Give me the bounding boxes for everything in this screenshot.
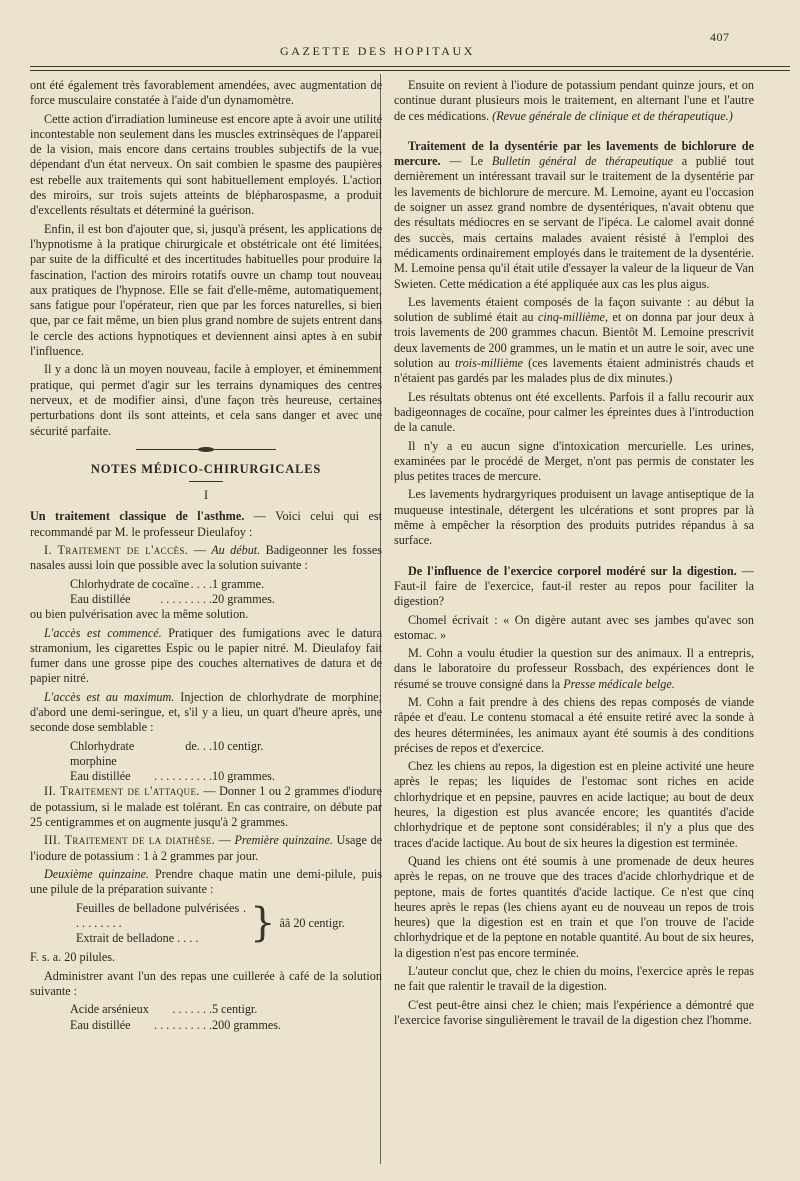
paragraph: I. Traitement de l'accès. — Au début. Badigeonner les fosses nasales aussi loin que possible avec la solution suivante : xyxy=(30,543,382,573)
prescription-line: Acide arsénieux . . . . . . . 5 centigr. xyxy=(70,1002,258,1017)
prescription-line: Chlorhydrate de morphine . . . 10 centigr. xyxy=(70,738,264,768)
prescription-brace xyxy=(30,901,382,947)
paragraph: Chomel écrivait : « On digère autant avec ses jambes qu'avec son estomac. » xyxy=(394,612,754,642)
section-rule xyxy=(189,481,223,482)
paragraph-text: Badigeonner les fosses nasales aussi loin que possible avec la solution suivante : xyxy=(30,543,382,573)
header-rule-thin xyxy=(30,70,790,71)
paragraph: Chez les chiens au repos, la digestion est en pleine activité une heure après le repas; les liquides de l'estomac sont riches en acide chlorhydrique et en pepsine, pauvres en acide lactique; au bout de deux heures, la digestion est plus avancée encore; les quantités d'acide chlorhydrique et de peptone sont considérables; il n'y a plus que des traces d'acide lactique. Au bout de six heures la digestion est terminée. xyxy=(394,759,754,850)
subsection-emphasis: Au début. xyxy=(211,543,261,558)
article-intro: Traitement de la dysentérie par les lavements de bichlorure de mercure. — Le Bulletin général de thérapeutique a publié tout dernièrement un intéressant travail sur le traitement de la dysentérie par les lavements de bichlorure de mercure. M. Lemoine, ayant eu l'occasion de soigner un assez grand nombre de dysentériques, n'avait obtenu que des résultats médiocres en se servant de l'ipéca. Le calomel avait donné des succès, mais certains malades avaient résisté à l'emploi des médicaments ordinairement employés dans le traitement de la dysentérie. M. Lemoine pensa qu'il était utile d'essayer la valeur de la liqueur de Van Swieten. Cette médication a été appliquée aux cas les plus aigus. xyxy=(394,138,754,291)
prescription-line: Eau distillée . . . . . . . . . . 10 grammes. xyxy=(70,769,275,784)
journal-title: GAZETTE DES HOPITAUX xyxy=(280,44,476,58)
page-number: 407 xyxy=(710,30,730,44)
paragraph: Deuxième quinzaine. Prendre chaque matin une demi-pilule, puis une pilule de la préparation suivante : xyxy=(30,866,382,897)
paragraph: L'accès est au maximum. Injection de chlorhydrate de morphine; d'abord une demi-seringue, et, s'il y a lieu, un quart d'heure après, une seconde dose semblable : xyxy=(30,689,382,735)
section-number: I xyxy=(203,488,209,503)
prescription-line: Chlorhydrate de cocaïne . . . . 1 gramme. xyxy=(70,576,265,591)
paragraph: M. Cohn a voulu étudier la question sur des animaux. Il a entrepris, dans le laboratoire du professeur Rossbach, des expériences dont le résumé se trouve consigné dans la Presse médicale belge. xyxy=(394,646,754,691)
section-title: NOTES MÉDICO-CHIRURGICALES xyxy=(90,461,322,476)
article-intro-text: — Voici celui qui est recommandé par M. le professeur Dieulafoy : xyxy=(30,509,382,539)
brace-quantity: ââ 20 centigr. xyxy=(279,915,345,930)
brace-glyph: } xyxy=(250,900,276,947)
subsection-label: I. Traitement de l'accès. xyxy=(44,543,189,558)
source-citation: (Revue générale de clinique et de thérapeutique.) xyxy=(492,108,733,123)
right-column xyxy=(394,78,754,1031)
article-intro: De l'influence de l'exercice corporel modéré sur la digestion. — Faut-il faire de l'exercice, faut-il rester au repos pour faciliter la digestion? xyxy=(394,563,754,609)
article-intro xyxy=(30,509,382,540)
paragraph: Il y a donc là un moyen nouveau, facile à employer, et éminemment pratique, qui permet d'agir sur les terrains dynamiques des centres nerveux, et de modifier ainsi, d'une façon très heureuse, certaines perturbations dont ils sont atteints, et cela sans danger et avec une sécurité parfaite. xyxy=(30,362,382,438)
header-rule xyxy=(30,66,790,67)
paragraph: II. Traitement de l'attaque. — Donner 1 ou 2 grammes d'iodure de potassium, si le malade est tolérant. En cas contraire, on débute par 25 centigrammes et on augmente jusqu'à 2 grammes. xyxy=(30,784,382,830)
paragraph: Il n'y a eu aucun signe d'intoxication mercurielle. Les urines, examinées par le procédé de Merget, n'ont pas permis de constater les plus petites traces de mercure. xyxy=(394,438,754,484)
paragraph: Les lavements étaient composés de la façon suivante : au début la solution de sublimé était au cinq-millième, et on donna par jour deux à trois lavements de 200 grammes chacun. Bientôt M. Lemoine prescrivit deux lavements de 200 grammes, un le matin et un autre le soir, avec une solution au trois-millième (ces lavements étaient administrés chauds et n'étaient pas gardés par les malades plus de dix minutes.) xyxy=(394,294,755,386)
brace-item: Extrait de belladone . . . . xyxy=(76,931,199,946)
brace-item: Feuilles de belladone pulvérisées . . . . . . . . . xyxy=(76,900,246,930)
article-heading: De l'influence de l'exercice corporel modéré sur la digestion. xyxy=(408,563,737,578)
paragraph: Enfin, il est bon d'ajouter que, si, jusqu'à présent, les applications de l'hypnotisme à la pratique chirurgicale et obstétricale ont été limitées, par suite de la difficulté et des incertitudes habituelles pour produire la fascination, l'action des miroirs rotatifs ouvre un champ tout nouveau aux pratiques de l'hypnose. Elle se fait d'elle-même, automatiquement, sans fatigue pour l'opérateur, rien que par les forces naturelles, si bien que, par ce fait même, un bien plus grand nombre de sujets entrent dans le cercle des actions hypnotiques et deviennent ainsi aptes à en subir l'influence. xyxy=(30,221,382,359)
paragraph: Administrer avant l'un des repas une cuillerée à café de la solution suivante : xyxy=(30,968,382,999)
prescription-line: Eau distillée . . . . . . . . . 20 grammes. xyxy=(70,591,275,606)
paragraph: M. Cohn a fait prendre à des chiens des repas composés de viande râpée et d'eau. Le contenu stomacal a été ensuite retiré avec la sonde à des heures déterminées, les animaux ayant été soumis à des conditions précises de repos et d'exercice. xyxy=(394,694,754,755)
paragraph: Les lavements hydrargyriques produisent un lavage antiseptique de la muqueuse intestinale, détergent les ulcérations et sont propres par là même à empêcher la résorption des produits putrides répandus à sa surface. xyxy=(394,487,754,548)
article-heading: Un traitement classique de l'asthme. xyxy=(30,509,245,524)
paragraph: L'auteur conclut que, chez le chien du moins, l'exercice après le repas ne fait que ralentir le travail de la digestion. xyxy=(394,964,754,994)
prescription-line: Eau distillée . . . . . . . . . . 200 grammes. xyxy=(70,1017,282,1032)
paragraph: ont été également très favorablement amendées, avec augmentation de force musculaire constatée à l'aide d'un dynamomètre. xyxy=(30,78,382,108)
paragraph: Cette action d'irradiation lumineuse est encore apte à avoir une utilité incontestable non seulement dans les muscles extrinsèques de l'appareil de la vision, mais encore dans certains troubles subjectifs de la vue, dépendant d'un état nerveux. On sait combien le spasme des paupières est rebelle aux traitements qui sont habituellement employés. L'action des miroirs, sur trois sujets atteints de blépharospasme, a produit d'excellents résultats et déterminé la guérison. xyxy=(30,111,382,218)
left-column xyxy=(30,78,382,1033)
paragraph: ou bien pulvérisation avec la même solution. xyxy=(30,607,249,622)
paragraph: Les résultats obtenus ont été excellents. Parfois il a fallu recourir aux badigeonnages de cocaïne, pour calmer les épreintes dues à l'introduction de la canule. xyxy=(394,389,754,435)
paragraph: III. Traitement de la diathèse. — Première quinzaine. Usage de l'iodure de potassium : 1 à 2 grammes par jour. xyxy=(30,833,382,863)
article-heading: Traitement de la dysentérie par les lavements de bichlorure de mercure. xyxy=(394,138,754,169)
paragraph: Ensuite on revient à l'iodure de potassium pendant quinze jours, et on continue durant plusieurs mois le traitement, en alternant l'une et l'autre de ces médications. (Revue générale de clinique et de thérapeutique.) xyxy=(394,78,754,123)
section-ornament xyxy=(136,449,276,450)
paragraph: F. s. a. 20 pilules. xyxy=(30,950,116,965)
paragraph: Quand les chiens ont été soumis à une promenade de deux heures après le repas, on ne trouve que des traces d'acide chlorhydrique et de peptone, mais de fortes quantités d'acide lactique. Ce n'est que cinq heures après le repas (les chiens ayant eu de nouveau un repos de trois heures) que la digestion est en train et que l'on trouve de l'acide chlorhydrique et de la peptone en notable quantité. Au bout de six heures, la digestion n'est pas encore terminée. xyxy=(394,853,754,960)
paragraph: C'est peut-être ainsi chez le chien; mais l'expérience a démontré que l'exercice favorise singulièrement le travail de la digestion chez l'homme. xyxy=(394,997,754,1027)
paragraph: L'accès est commencé. Pratiquer des fumigations avec le datura stramonium, les cigarettes Espic ou le papier nitré. M. Dieulafoy fait fumer dans une grosse pipe des couches alternatives de datura et de papier nitré. xyxy=(30,625,382,686)
